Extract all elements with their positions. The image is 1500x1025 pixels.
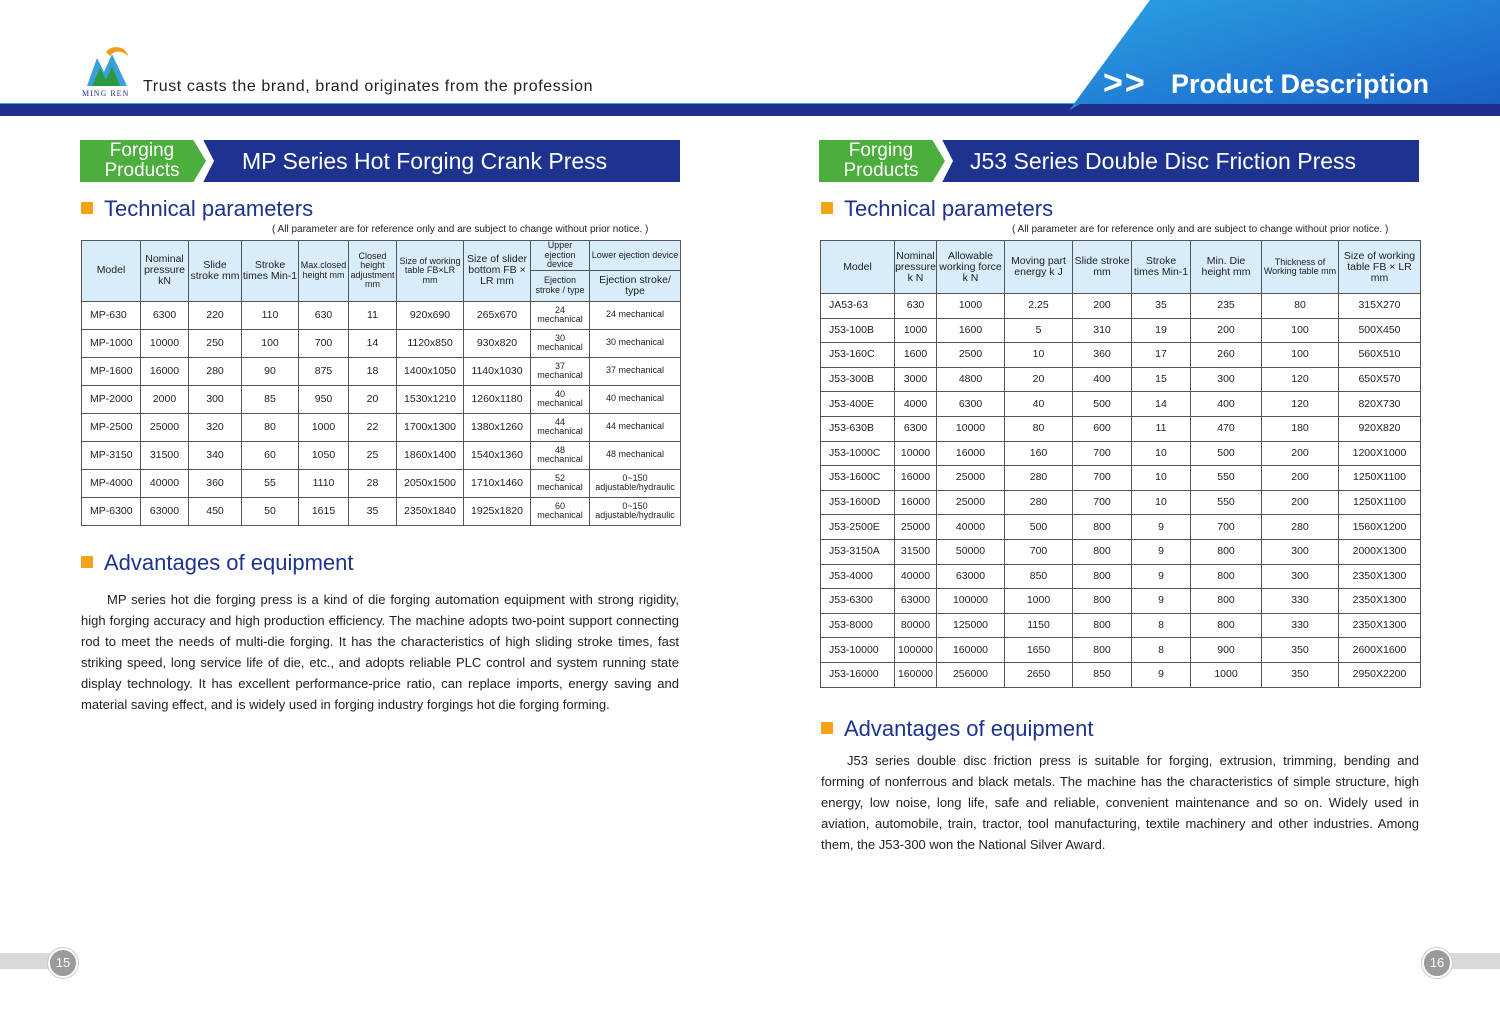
table-cell: 20 — [1005, 367, 1073, 392]
table-cell: 9 — [1132, 539, 1191, 564]
table-row — [821, 638, 1421, 663]
table-cell: 300 — [1262, 564, 1339, 589]
table-cell: 2950X2200 — [1339, 662, 1421, 687]
table-cell: 9 — [1132, 589, 1191, 614]
page-title: Product Description — [1171, 69, 1430, 99]
table-cell: 80000 — [895, 613, 937, 638]
table-cell: 340 — [189, 441, 242, 469]
table-cell: 4800 — [937, 367, 1005, 392]
col-lower-sub: Ejection stroke/ type — [590, 270, 681, 301]
table-cell: 2600X1600 — [1339, 638, 1421, 663]
table-cell: 360 — [1073, 343, 1132, 368]
table-cell: 50 — [242, 497, 299, 525]
table-cell: 200 — [1262, 466, 1339, 491]
table-cell: 300 — [189, 385, 242, 413]
table-cell: 17 — [1132, 343, 1191, 368]
right-spec-table — [820, 240, 1421, 688]
table-cell: 60 mechanical — [531, 497, 590, 525]
table-row — [821, 662, 1421, 687]
table-cell: 1400x1050 — [397, 357, 464, 385]
model-cell: J53-400E — [821, 392, 895, 417]
table-cell: 800 — [1191, 613, 1262, 638]
table-cell: 1000 — [937, 294, 1005, 319]
table-cell: 200 — [1262, 490, 1339, 515]
table-cell: 16000 — [141, 357, 189, 385]
table-cell: 1050 — [299, 441, 349, 469]
table-cell: 9 — [1132, 515, 1191, 540]
table-cell: 55 — [242, 469, 299, 497]
table-cell: 100 — [242, 329, 299, 357]
table-cell: 235 — [1191, 294, 1262, 319]
table-cell: 9 — [1132, 564, 1191, 589]
right-adv-paragraph: J53 series double disc friction press is suitable for forging, extrusion, trimming, bending and forming of nonferrous and black metals. The machine has the characteristics of simple structure, high energy, low noise, long life, safe and reliable, convenient maintenance and so on. Widely used in aviation, automobile, train, tractor, tool manufacturing, textile machinery and other industries. Among them, the J53-300 won the National Silver Award. — [821, 753, 1419, 852]
table-cell: 90 — [242, 357, 299, 385]
table-cell: 14 — [1132, 392, 1191, 417]
table-cell: 37 mechanical — [531, 357, 590, 385]
table-row — [821, 564, 1421, 589]
col-slide-stroke: Slide stroke mm — [1073, 241, 1132, 294]
table-cell: 550 — [1191, 466, 1262, 491]
table-cell: 350 — [1262, 662, 1339, 687]
table-cell: 800 — [1073, 589, 1132, 614]
table-cell: 1120x850 — [397, 329, 464, 357]
table-cell: 450 — [189, 497, 242, 525]
model-cell: MP-630 — [82, 301, 141, 329]
col-nominal: Nominal pressure k N — [895, 241, 937, 294]
table-cell: 31500 — [895, 539, 937, 564]
table-cell: 800 — [1073, 564, 1132, 589]
table-cell: 40000 — [937, 515, 1005, 540]
logo-text: MING REN — [82, 89, 130, 98]
table-cell: 1560X1200 — [1339, 515, 1421, 540]
table-cell: 48 mechanical — [590, 441, 681, 469]
col-slider-bottom: Size of slider bottom FB × LR mm — [464, 241, 531, 302]
table-cell: 6300 — [937, 392, 1005, 417]
tagline: Trust casts the brand, brand originates from the profession — [143, 78, 594, 95]
table-row — [821, 589, 1421, 614]
table-cell: 1000 — [299, 413, 349, 441]
table-cell: 1700x1300 — [397, 413, 464, 441]
left-note: ( All parameter are for reference only and are subject to change without prior notice. ) — [272, 224, 649, 235]
model-cell: J53-1600C — [821, 466, 895, 491]
right-category-label: Forging Products — [843, 140, 919, 181]
table-cell: 250 — [189, 329, 242, 357]
table-cell: 16000 — [895, 490, 937, 515]
table-cell: 1925x1820 — [464, 497, 531, 525]
table-cell: 220 — [189, 301, 242, 329]
table-cell: 1200X1000 — [1339, 441, 1421, 466]
table-cell: 0~150 adjustable/hydraulic — [590, 497, 681, 525]
model-cell: MP-6300 — [82, 497, 141, 525]
table-cell: 37 mechanical — [590, 357, 681, 385]
model-cell: J53-6300 — [821, 589, 895, 614]
model-cell: J53-8000 — [821, 613, 895, 638]
left-spec-table — [81, 240, 681, 526]
table-cell: 1710x1460 — [464, 469, 531, 497]
table-row — [82, 357, 681, 385]
model-cell: J53-16000 — [821, 662, 895, 687]
right-tech-heading: Technical parameters — [821, 196, 1053, 222]
table-cell: 2350X1300 — [1339, 589, 1421, 614]
table-cell: 650X570 — [1339, 367, 1421, 392]
table-cell: 22 — [349, 413, 397, 441]
table-cell: 1150 — [1005, 613, 1073, 638]
table-cell: 500 — [1191, 441, 1262, 466]
page-number-left: 15 — [48, 948, 78, 978]
table-cell: 80 — [1262, 294, 1339, 319]
double-chevron-icon: >> — [1103, 64, 1147, 102]
table-cell: 1110 — [299, 469, 349, 497]
table-cell: 1000 — [895, 318, 937, 343]
table-row — [821, 466, 1421, 491]
table-row — [821, 343, 1421, 368]
table-cell: 44 mechanical — [590, 413, 681, 441]
col-closed-adj: Closed height adjustment mm — [349, 241, 397, 302]
table-cell: 10000 — [141, 329, 189, 357]
col-stroke-times: Stroke times Min-1 — [1132, 241, 1191, 294]
table-cell: 500 — [1073, 392, 1132, 417]
table-cell: 48 mechanical — [531, 441, 590, 469]
table-cell: 2500 — [937, 343, 1005, 368]
col-nominal: Nominal pressure kN — [141, 241, 189, 302]
table-cell: 800 — [1073, 638, 1132, 663]
table-row — [821, 367, 1421, 392]
table-cell: 125000 — [937, 613, 1005, 638]
table-row — [82, 329, 681, 357]
table-cell: 1260x1180 — [464, 385, 531, 413]
col-stroke-times: Stroke times Min-1 — [242, 241, 299, 302]
table-cell: 8 — [1132, 613, 1191, 638]
model-cell: J53-160C — [821, 343, 895, 368]
table-cell: 180 — [1262, 416, 1339, 441]
table-cell: 500 — [1005, 515, 1073, 540]
table-cell: 630 — [895, 294, 937, 319]
table-cell: 120 — [1262, 367, 1339, 392]
table-cell: 1250X1100 — [1339, 466, 1421, 491]
table-cell: 160000 — [895, 662, 937, 687]
table-cell: 600 — [1073, 416, 1132, 441]
table-cell: 1615 — [299, 497, 349, 525]
table-cell: 14 — [349, 329, 397, 357]
table-cell: 700 — [1073, 490, 1132, 515]
table-cell: 63000 — [141, 497, 189, 525]
table-cell: 6300 — [895, 416, 937, 441]
table-cell: 256000 — [937, 662, 1005, 687]
table-cell: 2000X1300 — [1339, 539, 1421, 564]
table-row — [821, 613, 1421, 638]
table-cell: 800 — [1191, 564, 1262, 589]
table-cell: 52 mechanical — [531, 469, 590, 497]
col-upper-sub: Ejection stroke / type — [531, 270, 590, 301]
table-cell: 25000 — [937, 466, 1005, 491]
table-cell: 700 — [299, 329, 349, 357]
table-cell: 1250X1100 — [1339, 490, 1421, 515]
table-cell: 850 — [1005, 564, 1073, 589]
table-row — [82, 441, 681, 469]
model-cell: MP-1600 — [82, 357, 141, 385]
table-cell: 40 mechanical — [590, 385, 681, 413]
table-cell: 200 — [1262, 441, 1339, 466]
table-row — [821, 294, 1421, 319]
table-cell: 24 mechanical — [531, 301, 590, 329]
table-cell: 63000 — [895, 589, 937, 614]
table-cell: 4000 — [895, 392, 937, 417]
left-adv-paragraph: MP series hot die forging press is a kind of die forging automation equipment with strong rigidity, high forging accuracy and high production efficiency. The machine adopts two-point support connecting rod to meet the needs of multi-die forging. It has the characteristics of high sliding stroke times, fast striking speed, long service life of die, etc., and adopts reliable PLC control and system running state display technology. It has excellent performance-price ratio, can replace imports, energy saving and material saving effect, and is widely used in forging industry forgings hot die forging forming. — [81, 592, 679, 712]
table-cell: 700 — [1005, 539, 1073, 564]
table-cell: 28 — [349, 469, 397, 497]
model-cell: J53-2500E — [821, 515, 895, 540]
table-cell: 900 — [1191, 638, 1262, 663]
table-cell: 35 — [1132, 294, 1191, 319]
table-row — [821, 392, 1421, 417]
bullet-square-icon — [821, 722, 833, 734]
table-cell: 875 — [299, 357, 349, 385]
table-cell: 10000 — [937, 416, 1005, 441]
col-table-size: Size of working table FB×LR mm — [397, 241, 464, 302]
table-cell: 350 — [1262, 638, 1339, 663]
model-cell: MP-2000 — [82, 385, 141, 413]
table-cell: 11 — [349, 301, 397, 329]
table-row — [821, 539, 1421, 564]
table-row — [821, 441, 1421, 466]
table-cell: 16000 — [937, 441, 1005, 466]
table-row — [821, 515, 1421, 540]
table-cell: 10 — [1132, 490, 1191, 515]
table-cell: 1000 — [1005, 589, 1073, 614]
table-cell: 60 — [242, 441, 299, 469]
table-cell: 300 — [1191, 367, 1262, 392]
bullet-square-icon — [81, 202, 93, 214]
table-cell: 920X820 — [1339, 416, 1421, 441]
table-cell: 40000 — [141, 469, 189, 497]
table-cell: 3000 — [895, 367, 937, 392]
table-cell: 850 — [1073, 662, 1132, 687]
table-cell: 110 — [242, 301, 299, 329]
table-cell: 10 — [1132, 441, 1191, 466]
table-cell: 630 — [299, 301, 349, 329]
model-cell: J53-630B — [821, 416, 895, 441]
col-moving-energy: Moving part energy k J — [1005, 241, 1073, 294]
model-cell: J53-10000 — [821, 638, 895, 663]
table-cell: 100000 — [937, 589, 1005, 614]
right-note: ( All parameter are for reference only and are subject to change without prior notice. ) — [1012, 224, 1389, 235]
table-cell: 20 — [349, 385, 397, 413]
table-row — [82, 497, 681, 525]
table-row — [82, 301, 681, 329]
model-cell: J53-300B — [821, 367, 895, 392]
left-section-header — [80, 140, 680, 182]
col-allowable: Allowable working force k N — [937, 241, 1005, 294]
col-model: Model — [821, 241, 895, 294]
table-cell: 820X730 — [1339, 392, 1421, 417]
table-cell: 35 — [349, 497, 397, 525]
model-cell: MP-2500 — [82, 413, 141, 441]
table-cell: 80 — [242, 413, 299, 441]
table-cell: 265x670 — [464, 301, 531, 329]
model-cell: MP-1000 — [82, 329, 141, 357]
table-cell: 2350X1300 — [1339, 613, 1421, 638]
table-cell: 40 — [1005, 392, 1073, 417]
table-cell: 550 — [1191, 490, 1262, 515]
table-cell: 310 — [1073, 318, 1132, 343]
table-cell: 1600 — [895, 343, 937, 368]
model-cell: JA53-63 — [821, 294, 895, 319]
table-cell: 160 — [1005, 441, 1073, 466]
model-cell: J53-3150A — [821, 539, 895, 564]
table-cell: 63000 — [937, 564, 1005, 589]
table-cell: 280 — [1005, 466, 1073, 491]
left-category-label: Forging Products — [104, 140, 180, 181]
table-cell: 30 mechanical — [531, 329, 590, 357]
model-cell: J53-1600D — [821, 490, 895, 515]
table-cell: 10 — [1005, 343, 1073, 368]
table-cell: 330 — [1262, 589, 1339, 614]
table-cell: 400 — [1191, 392, 1262, 417]
table-cell: 500X450 — [1339, 318, 1421, 343]
table-cell: 2650 — [1005, 662, 1073, 687]
table-cell: 260 — [1191, 343, 1262, 368]
table-cell: 800 — [1073, 613, 1132, 638]
table-cell: 930x820 — [464, 329, 531, 357]
table-cell: 1000 — [1191, 662, 1262, 687]
table-row — [82, 469, 681, 497]
table-cell: 800 — [1073, 539, 1132, 564]
table-cell: 40000 — [895, 564, 937, 589]
table-cell: 2000 — [141, 385, 189, 413]
table-cell: 9 — [1132, 662, 1191, 687]
table-row — [82, 385, 681, 413]
table-cell: 80 — [1005, 416, 1073, 441]
table-cell: 25 — [349, 441, 397, 469]
model-cell: MP-3150 — [82, 441, 141, 469]
table-cell: 160000 — [937, 638, 1005, 663]
col-table-size: Size of working table FB × LR mm — [1339, 241, 1421, 294]
table-cell: 8 — [1132, 638, 1191, 663]
table-cell: 360 — [189, 469, 242, 497]
table-cell: 24 mechanical — [590, 301, 681, 329]
table-cell: 700 — [1191, 515, 1262, 540]
table-cell: 31500 — [141, 441, 189, 469]
model-cell: J53-4000 — [821, 564, 895, 589]
table-cell: 700 — [1073, 466, 1132, 491]
col-thickness: Thickness of Working table mm — [1262, 241, 1339, 294]
table-cell: 85 — [242, 385, 299, 413]
table-row — [821, 318, 1421, 343]
table-cell: 800 — [1191, 589, 1262, 614]
col-lower-ejection: Lower ejection device — [590, 241, 681, 271]
table-cell: 280 — [1005, 490, 1073, 515]
table-cell: 6300 — [141, 301, 189, 329]
table-cell: 200 — [1073, 294, 1132, 319]
col-model: Model — [82, 241, 141, 302]
table-cell: 0~150 adjustable/hydraulic — [590, 469, 681, 497]
table-cell: 280 — [189, 357, 242, 385]
table-cell: 44 mechanical — [531, 413, 590, 441]
table-cell: 25000 — [937, 490, 1005, 515]
table-cell: 2050x1500 — [397, 469, 464, 497]
table-cell: 1600 — [937, 318, 1005, 343]
table-row — [821, 416, 1421, 441]
table-cell: 10 — [1132, 466, 1191, 491]
page-number-right: 16 — [1422, 948, 1452, 978]
table-cell: 5 — [1005, 318, 1073, 343]
model-cell: J53-1000C — [821, 441, 895, 466]
table-cell: 100 — [1262, 343, 1339, 368]
table-cell: 2350x1840 — [397, 497, 464, 525]
table-cell: 2.25 — [1005, 294, 1073, 319]
col-upper-ejection: Upper ejection device — [531, 241, 590, 271]
table-cell: 320 — [189, 413, 242, 441]
bullet-square-icon — [81, 556, 93, 568]
right-section-title: J53 Series Double Disc Friction Press — [970, 148, 1357, 174]
table-cell: 300 — [1262, 539, 1339, 564]
right-adv-heading: Advantages of equipment — [821, 716, 1094, 742]
table-cell: 800 — [1191, 539, 1262, 564]
table-cell: 700 — [1073, 441, 1132, 466]
left-adv-heading: Advantages of equipment — [81, 550, 354, 576]
table-cell: 30 mechanical — [590, 329, 681, 357]
table-cell: 920x690 — [397, 301, 464, 329]
table-cell: 1380x1260 — [464, 413, 531, 441]
table-cell: 100 — [1262, 318, 1339, 343]
table-cell: 950 — [299, 385, 349, 413]
table-cell: 25000 — [895, 515, 937, 540]
table-cell: 11 — [1132, 416, 1191, 441]
table-cell: 200 — [1191, 318, 1262, 343]
table-cell: 16000 — [895, 466, 937, 491]
table-row — [82, 413, 681, 441]
table-cell: 18 — [349, 357, 397, 385]
model-cell: J53-100B — [821, 318, 895, 343]
table-cell: 1140x1030 — [464, 357, 531, 385]
table-row — [821, 490, 1421, 515]
table-cell: 2350X1300 — [1339, 564, 1421, 589]
table-cell: 50000 — [937, 539, 1005, 564]
table-cell: 25000 — [141, 413, 189, 441]
table-cell: 560X510 — [1339, 343, 1421, 368]
model-cell: MP-4000 — [82, 469, 141, 497]
table-cell: 120 — [1262, 392, 1339, 417]
col-min-die: Min. Die height mm — [1191, 241, 1262, 294]
table-cell: 100000 — [895, 638, 937, 663]
table-cell: 1860x1400 — [397, 441, 464, 469]
table-cell: 330 — [1262, 613, 1339, 638]
table-cell: 40 mechanical — [531, 385, 590, 413]
table-cell: 1540x1360 — [464, 441, 531, 469]
table-cell: 19 — [1132, 318, 1191, 343]
table-cell: 1650 — [1005, 638, 1073, 663]
col-max-closed: Max.closed height mm — [299, 241, 349, 302]
col-slide-stroke: Slide stroke mm — [189, 241, 242, 302]
left-section-title: MP Series Hot Forging Crank Press — [242, 148, 608, 174]
left-tech-heading: Technical parameters — [81, 196, 313, 222]
table-cell: 10000 — [895, 441, 937, 466]
table-cell: 470 — [1191, 416, 1262, 441]
table-cell: 15 — [1132, 367, 1191, 392]
table-cell: 800 — [1073, 515, 1132, 540]
table-cell: 315X270 — [1339, 294, 1421, 319]
right-section-header — [819, 140, 1419, 182]
bullet-square-icon — [821, 202, 833, 214]
table-cell: 280 — [1262, 515, 1339, 540]
table-cell: 400 — [1073, 367, 1132, 392]
table-cell: 1530x1210 — [397, 385, 464, 413]
